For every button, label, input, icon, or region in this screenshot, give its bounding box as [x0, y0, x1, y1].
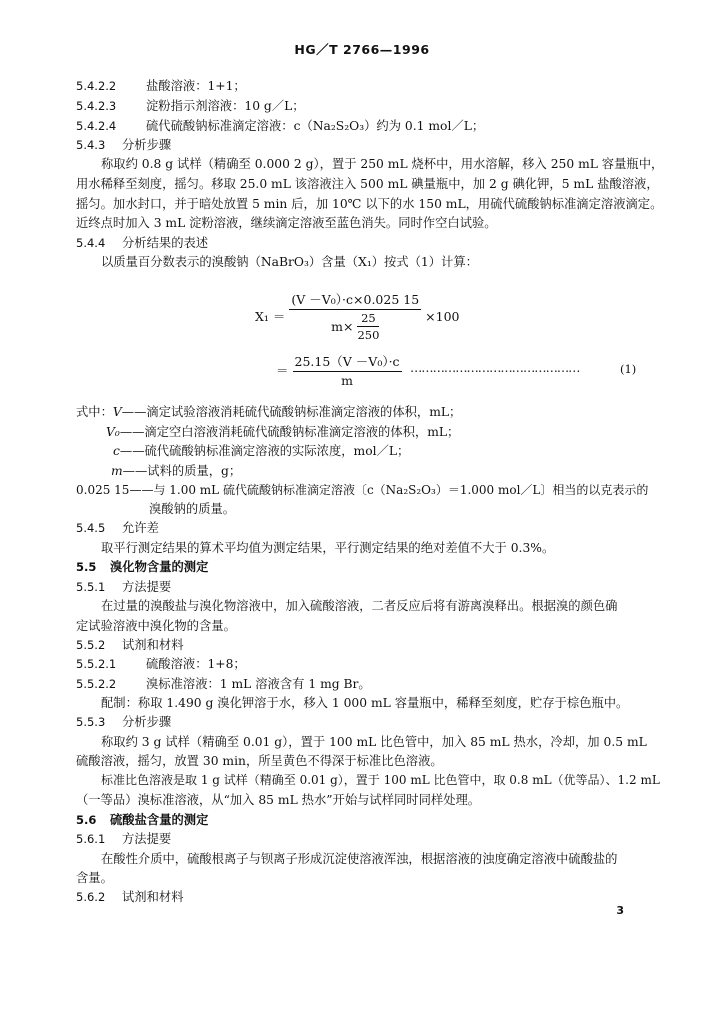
- definition-symbol: V₀: [106, 425, 120, 439]
- clause-5-4-3: [76, 137, 171, 153]
- clause-text: 分析步骤: [122, 138, 172, 152]
- clause-text: 允许差: [122, 521, 159, 535]
- definition-constant-cont: 溴酸钠的质量。: [149, 502, 236, 516]
- clause-text: 淀粉指示剂溶液：10 g／L；: [146, 99, 305, 113]
- clause-number: 5.5.2: [76, 638, 106, 652]
- clause-text: 分析结果的表述: [122, 236, 209, 250]
- inner-numerator: 25: [357, 311, 379, 327]
- definition-c: [113, 443, 409, 459]
- clause-number: 5.4.5: [76, 521, 106, 535]
- paragraph-line: 硫酸溶液，摇匀，放置 30 min，所呈黄色不得深于标准比色溶液。: [76, 754, 443, 768]
- clause-5-4-2-2: [76, 78, 246, 94]
- formula-line-2: [276, 352, 402, 388]
- clause-5-6: [76, 812, 208, 828]
- clause-5-5-3: [76, 714, 171, 730]
- formula-denominator: m: [341, 373, 353, 388]
- clause-number: 5.5.2.1: [76, 657, 117, 671]
- clause-number: 5.5.3: [76, 715, 106, 729]
- definition-intro: 式中：: [76, 405, 113, 419]
- page-header: HG／T 2766—1996: [294, 42, 430, 57]
- clause-5-4-2-3: [76, 98, 305, 114]
- formula-inner-fraction: [357, 311, 379, 342]
- clause-number: 5.5.2.2: [76, 677, 117, 691]
- clause-text: 方法提要: [122, 580, 172, 594]
- clause-text: 硫酸盐含量的测定: [110, 812, 209, 827]
- clause-text: 盐酸溶液：1+1；: [146, 79, 246, 93]
- clause-5-4-2-4: [76, 118, 484, 134]
- formula-fraction-2: [293, 352, 402, 388]
- definition-constant: [76, 482, 648, 498]
- clause-number: 5.4.3: [76, 138, 106, 152]
- clause-5-5-2-2: [76, 676, 371, 692]
- clause-text: 试剂和材料: [122, 638, 184, 652]
- clause-5-6-1: [76, 831, 171, 847]
- page-number: 3: [616, 904, 624, 917]
- clause-text: 分析步骤: [122, 715, 172, 729]
- paragraph-line: 在过量的溴酸盐与溴化物溶液中，加入硫酸溶液，二者反应后将有游离溴释出。根据溴的颜色确: [101, 599, 618, 613]
- definition-symbol: c: [113, 444, 120, 458]
- formula-leader-dots: ………………………………………: [410, 361, 580, 375]
- formula-denominator: [289, 310, 421, 342]
- paragraph-line: 标准比色溶液是取 1 g 试样（精确至 0.01 g），置于 100 mL 比色管中，取 0.8 mL（优等品）、1.2 mL: [101, 773, 660, 787]
- paragraph-line: （一等品）溴标准溶液，从“加入 85 mL 热水”开始与试样同时同样处理。: [76, 793, 481, 807]
- clause-text: 溴化物含量的测定: [110, 559, 209, 574]
- formula-numerator: 25.15（V －V₀）·c: [293, 352, 402, 372]
- formula-label: (1): [620, 362, 637, 376]
- definition-m: [111, 463, 241, 479]
- clause-number: 5.6: [76, 813, 97, 827]
- paragraph-line: 配制：称取 1.490 g 溴化钾溶于水，移入 1 000 mL 容量瓶中，稀释至刻度，贮存于棕色瓶中。: [101, 696, 629, 710]
- definition-v: [76, 404, 461, 420]
- paragraph-line: 定试验溶液中溴化物的含量。: [76, 619, 236, 633]
- paragraph-line: 近终点时加入 3 mL 淀粉溶液，继续滴定溶液至蓝色消失。同时作空白试验。: [76, 216, 497, 230]
- clause-number: 5.4.2.2: [76, 79, 117, 93]
- clause-text: 方法提要: [122, 832, 172, 846]
- paragraph-line: 在酸性介质中，硫酸根离子与钡离子形成沉淀使溶液浑浊，根据溶液的浊度确定溶液中硫酸盐的: [101, 852, 618, 866]
- clause-5-5-2-1: [76, 656, 246, 672]
- clause-text: 硫酸溶液：1+8；: [146, 657, 246, 671]
- formula-lhs: X₁ ＝: [255, 309, 286, 324]
- definition-symbol: V: [112, 405, 122, 419]
- formula-numerator: (V －V₀）·c×0.025 15: [289, 290, 421, 310]
- clause-5-4-5: [76, 520, 159, 536]
- clause-5-5-1: [76, 579, 171, 595]
- inner-denominator: 250: [357, 328, 380, 342]
- clause-5-6-2: [76, 889, 184, 905]
- clause-number: 5.5.1: [76, 580, 106, 594]
- definition-text: ——滴定空白溶液消耗硫代硫酸钠标准滴定溶液的体积，mL；: [119, 425, 460, 439]
- clause-text: 试剂和材料: [122, 890, 184, 904]
- formula-fraction-1: [289, 290, 421, 342]
- paragraph-line: 用水稀释至刻度，摇匀。移取 25.0 mL 该溶液注入 500 mL 碘量瓶中，加 2 g 碘化钾，5 mL 盐酸溶液，: [76, 177, 659, 191]
- definition-text: ——硫代硫酸钠标准滴定溶液的实际浓度，mol／L；: [119, 444, 410, 458]
- clause-5-4-4: [76, 235, 208, 251]
- definition-text: ——试料的质量，g；: [122, 464, 242, 478]
- paragraph-line: 以质量百分数表示的溴酸钠（NaBrO₃）含量（X₁）按式（1）计算：: [101, 255, 478, 269]
- paragraph-line: 称取约 0.8 g 试样（精确至 0.000 2 g），置于 250 mL 烧杯中，用水溶解，移入 250 mL 容量瓶中，: [101, 157, 664, 171]
- formula-line-1: [255, 290, 459, 342]
- clause-5-5-2: [76, 637, 184, 653]
- formula-times-100: ×100: [425, 308, 460, 324]
- definition-symbol: m: [111, 464, 123, 478]
- clause-number: 5.4.2.3: [76, 99, 117, 113]
- clause-text: 硫代硫酸钠标准滴定溶液：c（Na₂S₂O₃）约为 0.1 mol／L；: [146, 119, 485, 133]
- formula-denominator-m: m×: [331, 319, 354, 334]
- clause-number: 5.4.2.4: [76, 119, 117, 133]
- definition-text: ——与 1.00 mL 硫代硫酸钠标准滴定溶液〔c（Na₂S₂O₃）＝1.000 mol／L〕相当的以克表示的: [129, 483, 649, 497]
- clause-number: 5.6.2: [76, 890, 106, 904]
- formula-equals: ＝: [276, 363, 289, 378]
- definition-text: ——滴定试验溶液消耗硫代硫酸钠标准滴定溶液的体积，mL；: [121, 405, 462, 419]
- paragraph-line: 摇匀。加水封口，并于暗处放置 5 min 后，加 10℃ 以下的水 150 mL，用硫代硫酸钠标准滴定溶液滴定。: [76, 197, 663, 211]
- clause-5-5: [76, 559, 208, 575]
- definition-symbol: 0.025 15: [76, 483, 130, 497]
- definition-v0: [106, 424, 459, 440]
- clause-number: 5.6.1: [76, 832, 106, 846]
- paragraph-line: 含量。: [76, 871, 113, 885]
- paragraph-line: 取平行测定结果的算术平均值为测定结果，平行测定结果的绝对差值不大于 0.3%。: [101, 541, 555, 555]
- clause-number: 5.4.4: [76, 236, 106, 250]
- clause-number: 5.5: [76, 560, 97, 574]
- paragraph-line: 称取约 3 g 试样（精确至 0.01 g），置于 100 mL 比色管中，加入 85 mL 热水，冷却，加 0.5 mL: [101, 735, 647, 749]
- clause-text: 溴标准溶液：1 mL 溶液含有 1 mg Br。: [146, 677, 371, 691]
